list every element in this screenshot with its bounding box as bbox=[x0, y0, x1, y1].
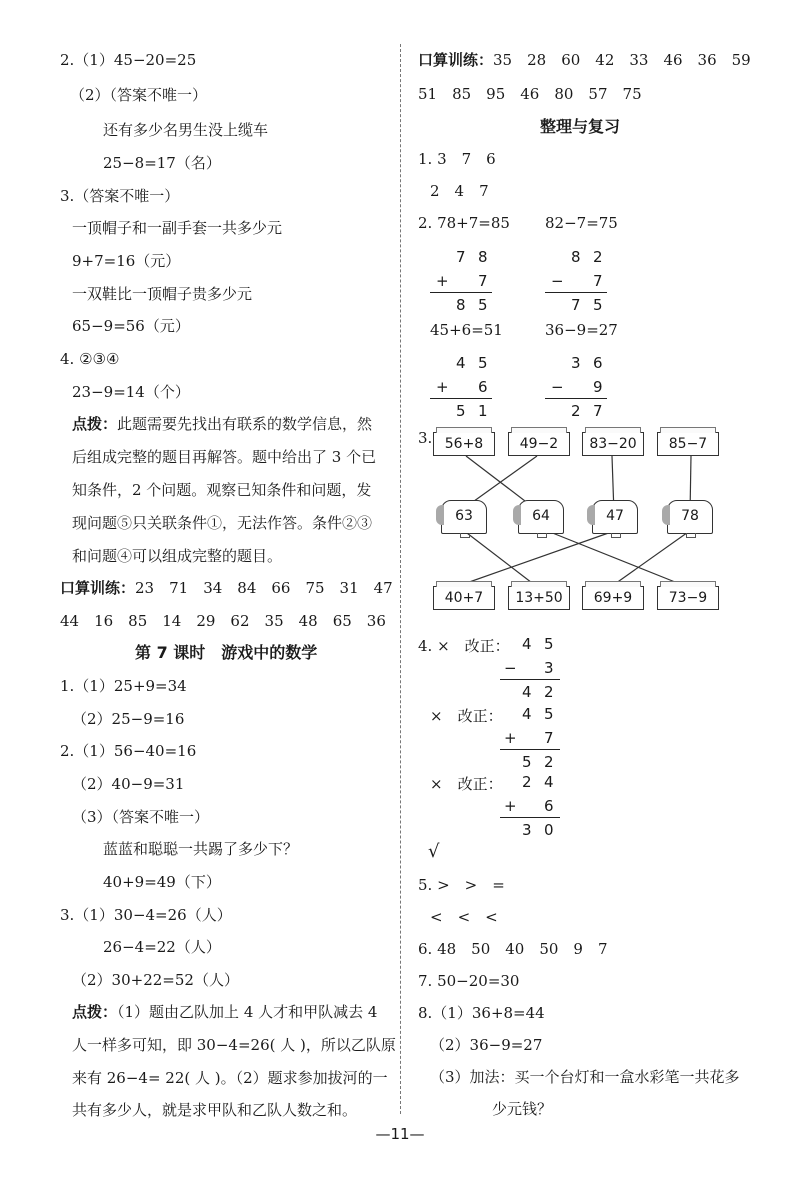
bus-47: 47 bbox=[592, 500, 638, 534]
digit: 7 bbox=[593, 272, 603, 290]
match-line bbox=[545, 530, 685, 586]
answer-2-3: （3）（答案不唯一） bbox=[72, 808, 210, 826]
digit: 6 bbox=[478, 378, 488, 396]
tip-text: 后组成完整的题目再解答。题中给出了 3 个已 bbox=[72, 448, 377, 466]
oral-training-label: 口算训练： bbox=[60, 579, 136, 597]
answer-4-second: × 改正： bbox=[430, 707, 503, 725]
digit: 4 bbox=[522, 683, 532, 701]
digit: 2 bbox=[522, 773, 532, 791]
operator: + bbox=[436, 272, 449, 290]
answer-2-eq2: 82−7=75 bbox=[545, 214, 618, 232]
top-card: 56+8 bbox=[433, 432, 495, 456]
tip-text: 人一样多可知，即 30−4=26( 人 )，所以乙队原 bbox=[72, 1036, 396, 1054]
digit: 7 bbox=[571, 296, 581, 314]
bottom-card: 73−9 bbox=[657, 586, 719, 610]
tip-label: 点拨： bbox=[72, 1003, 118, 1021]
operator: + bbox=[504, 729, 517, 747]
tip-label: 点拨： bbox=[72, 415, 118, 433]
answer-3-2: （2）30+22=52（人） bbox=[72, 971, 239, 989]
digit: 3 bbox=[571, 354, 581, 372]
digit: 4 bbox=[544, 773, 554, 791]
digit: 5 bbox=[544, 705, 554, 723]
operator: − bbox=[551, 378, 564, 396]
digit: 5 bbox=[456, 402, 466, 420]
answer-equation: 40+9=49（下） bbox=[103, 873, 221, 891]
answer-text: 一顶帽子和一副手套一共多少元 bbox=[72, 219, 283, 237]
digit: 4 bbox=[522, 635, 532, 653]
digit: 6 bbox=[593, 354, 603, 372]
answer-6: 6. 48 50 40 50 9 7 bbox=[418, 940, 608, 958]
tip-text: 此题需要先找出有联系的数学信息，然 bbox=[117, 415, 373, 433]
answer-equation: 9+7=16（元） bbox=[72, 252, 181, 270]
digit: 7 bbox=[478, 272, 488, 290]
digit: 2 bbox=[593, 248, 603, 266]
bottom-card: 69+9 bbox=[582, 586, 644, 610]
answer-4: 4. ②③④ bbox=[60, 350, 120, 368]
answer-text: 还有多少名男生没上缆车 bbox=[103, 121, 269, 139]
answer-1-2: （2）25−9=16 bbox=[72, 710, 185, 728]
answer-7: 7. 50−20=30 bbox=[418, 972, 520, 990]
answer-8-3-cont: 少元钱？ bbox=[492, 1100, 553, 1118]
digit: 2 bbox=[544, 753, 554, 771]
match-line bbox=[458, 530, 617, 586]
top-card: 49−2 bbox=[508, 432, 570, 456]
operator: + bbox=[436, 378, 449, 396]
lesson-title: 第 7 课时 游戏中的数学 bbox=[135, 643, 318, 662]
tip-text: 知条件，2 个问题。观察已知条件和问题，发 bbox=[72, 481, 372, 499]
digit: 9 bbox=[593, 378, 603, 396]
answer-5: 5. > > = bbox=[418, 876, 505, 894]
answer-equation: 65−9=56（元） bbox=[72, 317, 190, 335]
digit: 5 bbox=[544, 635, 554, 653]
answer-8-1: 8.（1）36+8=44 bbox=[418, 1004, 545, 1022]
vertical-calc-45-minus-3 bbox=[500, 633, 560, 705]
operator: − bbox=[504, 659, 517, 677]
oral-training-values: 35 28 60 42 33 46 36 59 bbox=[493, 51, 751, 69]
match-line bbox=[612, 530, 691, 586]
digit: 7 bbox=[593, 402, 603, 420]
digit: 5 bbox=[478, 296, 488, 314]
oral-training-label: 口算训练： bbox=[418, 51, 494, 69]
answer-4-third: × 改正： bbox=[430, 775, 503, 793]
match-line bbox=[463, 530, 536, 586]
digit: 6 bbox=[544, 797, 554, 815]
answer-5-row2: < < < bbox=[430, 908, 498, 926]
answer-3: 3.（答案不唯一） bbox=[60, 187, 180, 205]
tip-text: 共有多少人，就是求甲队和乙队人数之和。 bbox=[72, 1101, 358, 1119]
digit: 5 bbox=[522, 753, 532, 771]
vertical-calc-24-plus-6 bbox=[500, 771, 560, 843]
answer-equation: 25−8=17（名） bbox=[103, 154, 221, 172]
answer-2-1: 2.（1）45−20=25 bbox=[60, 51, 197, 69]
digit: 4 bbox=[456, 354, 466, 372]
answer-1-row2: 2 4 7 bbox=[430, 182, 489, 200]
answer-2-eq4: 36−9=27 bbox=[545, 321, 618, 339]
answer-4-first: 4. × 改正： bbox=[418, 637, 510, 655]
digit: 2 bbox=[571, 402, 581, 420]
bus-78: 78 bbox=[667, 500, 713, 534]
digit: 3 bbox=[544, 659, 554, 677]
answer-text: 一双鞋比一顶帽子贵多少元 bbox=[72, 285, 253, 303]
digit: 8 bbox=[571, 248, 581, 266]
digit: 5 bbox=[478, 354, 488, 372]
check-mark: √ bbox=[428, 841, 440, 862]
digit: 8 bbox=[456, 296, 466, 314]
digit: 2 bbox=[544, 683, 554, 701]
answer-8-3: （3）加法：买一个台灯和一盒水彩笔一共花多 bbox=[430, 1068, 740, 1086]
tip-text: （1）题由乙队加上 4 人才和甲队减去 4 bbox=[117, 1003, 378, 1021]
operator: + bbox=[504, 797, 517, 815]
section-title: 整理与复习 bbox=[540, 117, 621, 136]
tip-text: 和问题④可以组成完整的题目。 bbox=[72, 547, 283, 565]
bus-64: 64 bbox=[518, 500, 564, 534]
answer-3-1: 3.（1）30−4=26（人） bbox=[60, 906, 232, 924]
answer-equation: 26−4=22（人） bbox=[103, 938, 221, 956]
vertical-calc-45-plus-7 bbox=[500, 703, 560, 775]
digit: 8 bbox=[478, 248, 488, 266]
answer-2-2: （2）（答案不唯一） bbox=[70, 86, 208, 104]
digit: 7 bbox=[544, 729, 554, 747]
oral-training-values: 51 85 95 46 80 57 75 bbox=[418, 85, 642, 103]
answer-2-eq1: 2. 78+7=85 bbox=[418, 214, 510, 232]
bottom-card: 40+7 bbox=[433, 586, 495, 610]
oral-training-values: 23 71 34 84 66 75 31 47 bbox=[135, 579, 393, 597]
oral-training-values: 44 16 85 14 29 62 35 48 65 36 bbox=[60, 612, 386, 630]
answer-1: 1. 3 7 6 bbox=[418, 150, 496, 168]
answer-8-2: （2）36−9=27 bbox=[430, 1036, 543, 1054]
page-number: —11— bbox=[375, 1125, 425, 1143]
tip-text: 现问题⑤只关联条件①，无法作答。条件②③ bbox=[72, 514, 373, 532]
answer-2-2: （2）40−9=31 bbox=[72, 775, 185, 793]
digit: 3 bbox=[522, 821, 532, 839]
answer-2-eq3: 45+6=51 bbox=[430, 321, 503, 339]
bus-63: 63 bbox=[441, 500, 487, 534]
digit: 4 bbox=[522, 705, 532, 723]
top-card: 83−20 bbox=[582, 432, 644, 456]
digit: 5 bbox=[593, 296, 603, 314]
digit: 7 bbox=[456, 248, 466, 266]
answer-text: 蓝蓝和聪聪一共踢了多少下？ bbox=[103, 840, 299, 858]
answer-equation: 23−9=14（个） bbox=[72, 383, 190, 401]
tip-text: 来有 26−4= 22( 人 )。（2）题求参加拔河的一 bbox=[72, 1069, 388, 1087]
answer-3-label: 3. bbox=[418, 429, 433, 447]
digit: 0 bbox=[544, 821, 554, 839]
answer-2-1: 2.（1）56−40=16 bbox=[60, 742, 197, 760]
operator: − bbox=[551, 272, 564, 290]
digit: 1 bbox=[478, 402, 488, 420]
top-card: 85−7 bbox=[657, 432, 719, 456]
bottom-card: 13+50 bbox=[508, 586, 570, 610]
answer-1-1: 1.（1）25+9=34 bbox=[60, 677, 187, 695]
